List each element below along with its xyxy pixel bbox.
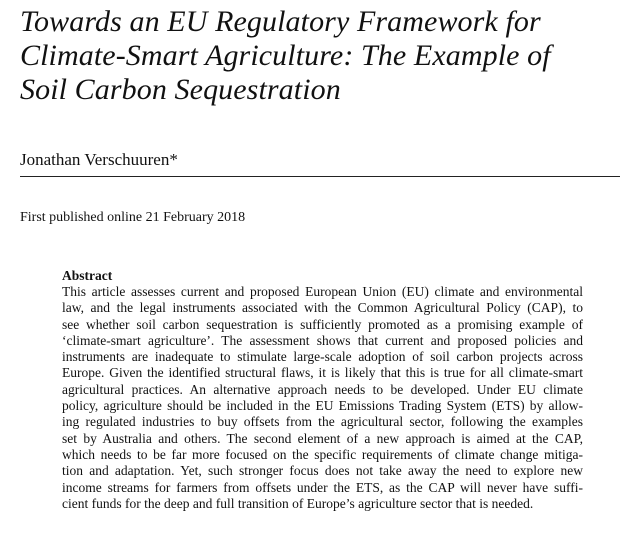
- header-divider: [20, 176, 620, 177]
- article-title-line: Climate-Smart Agriculture: The Example of: [20, 39, 551, 72]
- abstract-line: policy, agriculture should be included in the EU Emissions Trading System (ETS) by allow-: [62, 398, 583, 414]
- article-title-line: Soil Carbon Sequestration: [20, 73, 341, 106]
- abstract-line: agricultural practices. An alternative approach needs to be developed. Under EU climate: [62, 381, 583, 397]
- abstract-heading: Abstract: [62, 268, 113, 283]
- abstract-line: set by Australia and others. The second element of a new approach is aimed at the CAP,: [62, 430, 583, 446]
- abstract-line: ing regulated industries to buy offsets from the agricultural sector, following the examples: [62, 414, 583, 430]
- abstract-line: tion and adaptation. Yet, such stronger focus does not take away the need to explore new: [62, 463, 583, 479]
- abstract-line: ‘climate-smart agriculture’. The assessment shows that current and proposed policies and: [62, 332, 583, 348]
- publication-note: First published online 21 February 2018: [20, 210, 246, 225]
- abstract-line: income streams for farmers from offsets under the ETS, as the CAP will never have suffi-: [62, 479, 583, 495]
- abstract-line: instruments are inadequate to stimulate large-scale adoption of soil carbon projects across: [62, 349, 583, 365]
- abstract-body: [62, 284, 583, 512]
- abstract-line: which needs to be far more focused on the specific requirements of climate change mitiga-: [62, 446, 583, 462]
- author-name: Jonathan Verschuuren*: [20, 150, 178, 169]
- abstract-line: law, and the legal instruments associated with the Common Agricultural Policy (CAP), to: [62, 300, 583, 316]
- abstract-line: see whether soil carbon sequestration is sufficiently promoted as a promising example of: [62, 316, 583, 332]
- article-title: [20, 5, 620, 107]
- abstract-section: [62, 268, 583, 512]
- abstract-line: Europe. Given the identified structural flaws, it is likely that this is true for all climate-smart: [62, 365, 583, 381]
- abstract-line: This article assesses current and proposed European Union (EU) climate and environmental: [62, 284, 583, 299]
- abstract-line: cient funds for the deep and full transition of Europe’s agriculture sector that is needed.: [62, 495, 534, 511]
- article-title-line: Towards an EU Regulatory Framework for: [20, 5, 541, 38]
